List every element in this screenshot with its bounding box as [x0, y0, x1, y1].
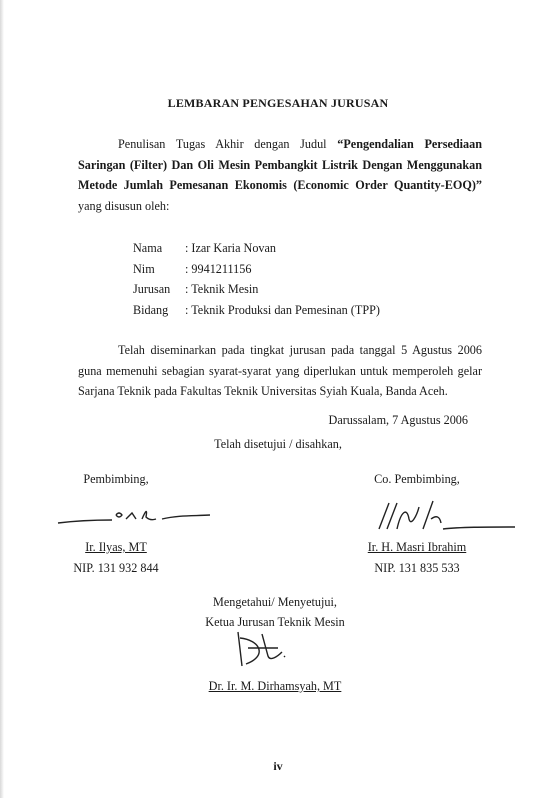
co-supervisor-signature: [355, 489, 479, 537]
thesis-title: “Pengendalian Persediaan Saringan (Filter) Dan Oli Mesin Pembangkit Listrik Dengan Menggunakan Metode Jumlah Pemesanan Ekonomis (Economic Order Quantity-EOQ)”: [78, 137, 482, 192]
approved-text: Telah disetujui / disahkan,: [214, 437, 342, 451]
co-supervisor-role: Co. Pembimbing,: [374, 472, 460, 486]
field-row-bidang: [133, 300, 380, 321]
scan-edge: [0, 0, 4, 798]
head-line2: Ketua Jurusan Teknik Mesin: [205, 615, 345, 629]
head-name: Dr. Ir. M. Dirhamsyah, MT: [208, 679, 342, 693]
field-row-nama: [133, 238, 380, 259]
intro-paragraph: [78, 134, 482, 216]
supervisor-signature: [64, 489, 168, 537]
page-title: LEMBARAN PENGESAHAN JURUSAN: [167, 96, 389, 110]
field-value: : 9941211156: [185, 261, 252, 276]
supervisor-block: [64, 469, 168, 579]
field-label: Nim: [133, 261, 155, 276]
head-signature: [190, 632, 360, 676]
student-fields: [133, 238, 380, 320]
field-row-jurusan: [133, 279, 380, 300]
field-value: : Teknik Mesin: [185, 282, 259, 296]
field-label: Bidang: [133, 302, 169, 317]
co-supervisor-block: [355, 469, 479, 579]
intro-suffix: yang disusun oleh:: [78, 198, 170, 213]
supervisor-role: Pembimbing,: [83, 472, 149, 486]
co-supervisor-name: Ir. H. Masri Ibrahim: [367, 540, 467, 554]
head-block: [190, 592, 360, 696]
field-row-nim: [133, 259, 380, 280]
field-label: Jurusan: [133, 282, 171, 296]
field-label: Nama: [133, 241, 163, 255]
field-value: : Izar Karia Novan: [185, 241, 277, 255]
page-number: iv: [273, 759, 283, 773]
seminar-paragraph: [78, 340, 482, 402]
seminar-text: Telah diseminarkan pada tingkat jurusan pada tanggal 5 Agustus 2006 guna memenuhi sebagian syarat-syarat yang diperlukan untuk memperoleh gelar Sarjana Teknik pada Fakultas Teknik Universitas Syiah Kuala, Banda Aceh.: [78, 343, 482, 398]
intro-prefix: Penulisan Tugas Akhir dengan Judul: [118, 137, 338, 151]
place-date: Darussalam, 7 Agustus 2006: [328, 413, 468, 427]
supervisor-name: Ir. Ilyas, MT: [85, 540, 147, 554]
co-supervisor-nip: NIP. 131 835 533: [374, 561, 460, 575]
field-value: : Teknik Produksi dan Pemesinan (TPP): [185, 302, 380, 317]
head-line1: Mengetahui/ Menyetujui,: [213, 595, 337, 609]
supervisor-nip: NIP. 131 932 844: [73, 561, 159, 575]
